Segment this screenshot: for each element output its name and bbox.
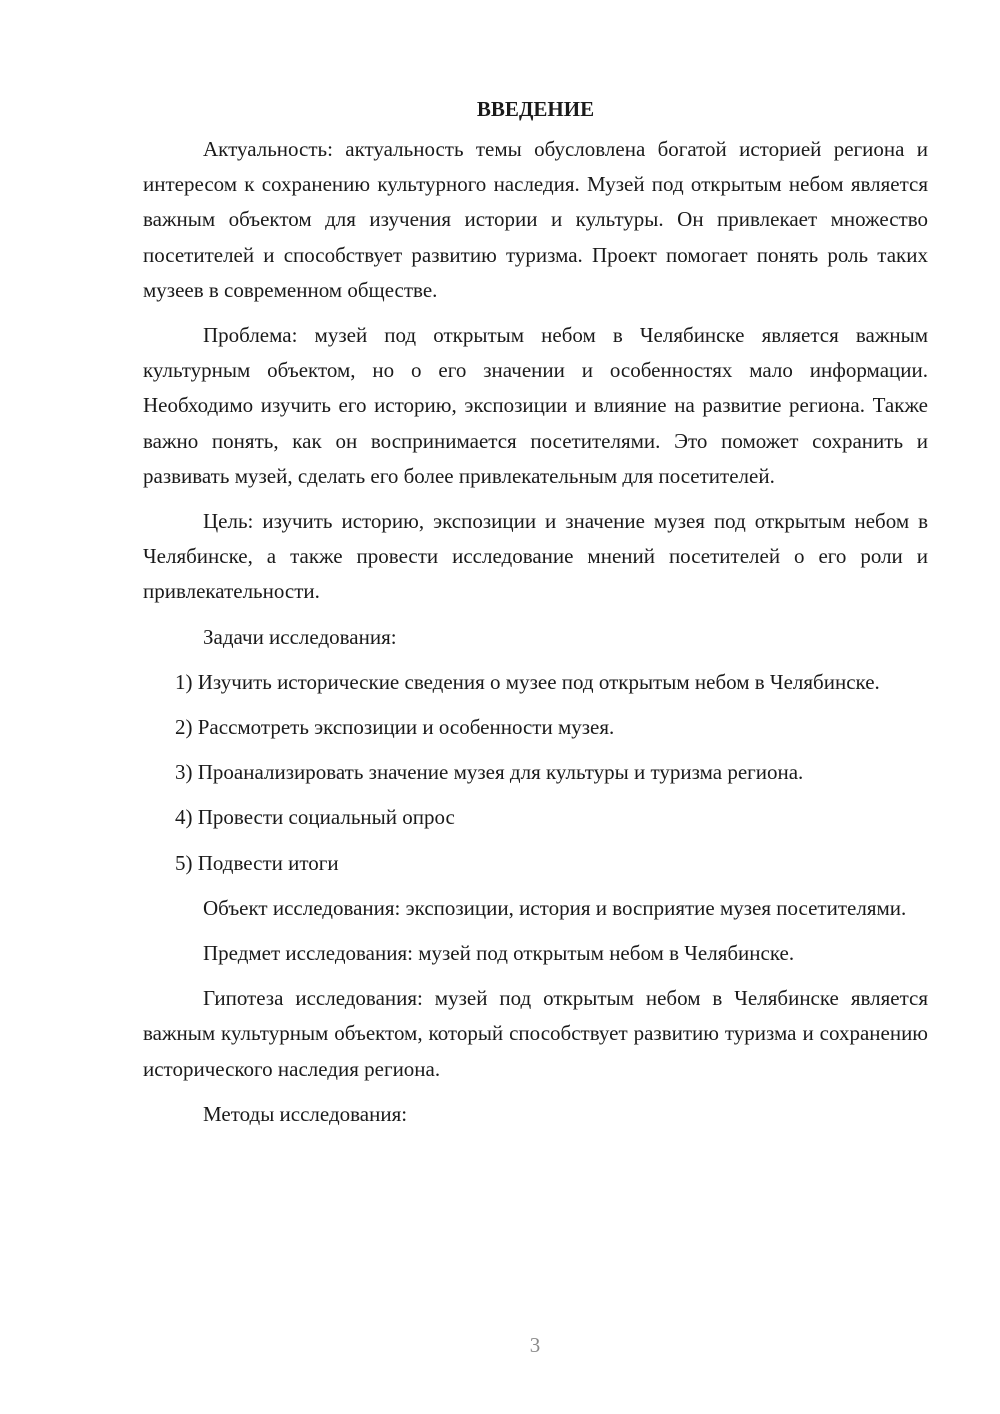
paragraph-methods-title: Методы исследования: [203, 1101, 408, 1126]
page-number: 3 [529, 1333, 541, 1357]
paragraph-tasks-title: Задачи исследования: [203, 624, 397, 649]
paragraph-relevance: Актуальность: актуальность темы обусловлена богатой историей региона и интересом к сохранению культурного наследия. Музей под открытым небом является важным объектом для изучения истории и культуры. Он привлекает множество посетителей и способствует развитию туризма. Проект помогает понять роль таких музеев в современном обществе. [143, 137, 928, 302]
paragraph-problem: Проблема: музей под открытым небом в Челябинске является важным культурным объектом, но о его значении и особенностях мало информации. Необходимо изучить его историю, экспозиции и влияние на развитие региона. Также важно понять, как он воспринимается посетителями. Это поможет сохранить и развивать музей, сделать его более привлекательным для посетителей. [143, 323, 928, 488]
paragraph-goal: Цель: изучить историю, экспозиции и значение музея под открытым небом в Челябинске, а также провести исследование мнений посетителей о его роли и привлекательности. [143, 509, 928, 604]
paragraph-hypothesis: Гипотеза исследования: музей под открытым небом в Челябинске является важным культурным объектом, который способствует развитию туризма и сохранению исторического наследия региона. [143, 986, 928, 1081]
task-item-1: 1) Изучить исторические сведения о музее под открытым небом в Челябинске. [175, 669, 880, 694]
paragraph-object: Объект исследования: экспозиции, история и восприятие музея посетителями. [203, 895, 907, 920]
task-item-5: 5) Подвести итоги [175, 850, 339, 875]
task-item-4: 4) Провести социальный опрос [175, 805, 455, 830]
document-page [143, 92, 928, 1142]
task-item-2: 2) Рассмотреть экспозиции и особенности музея. [175, 715, 615, 740]
task-item-3: 3) Проанализировать значение музея для культуры и туризма региона. [175, 760, 804, 785]
paragraph-subject: Предмет исследования: музей под открытым небом в Челябинске. [203, 941, 795, 966]
section-heading: ВВЕДЕНИЕ [476, 97, 595, 121]
